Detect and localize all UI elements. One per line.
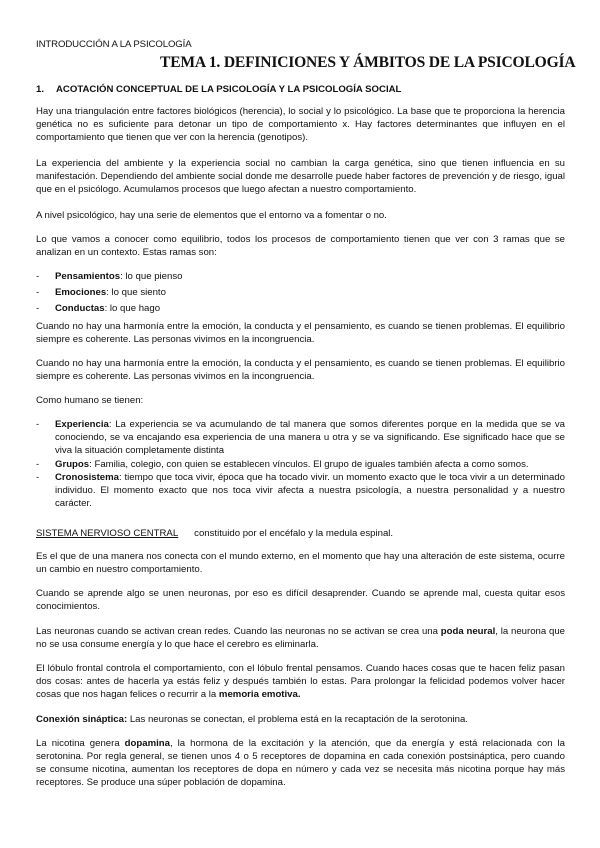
text-segment: Las neuronas cuando se activan crean redes. Cuando las neuronas no se activan se crea una: [36, 626, 441, 637]
text-segment: , la neurona que no se usa consume energía y lo que hace el cerebro es eliminarla.: [36, 626, 565, 650]
snc-heading-row: [36, 527, 565, 540]
branch-term: Pensamientos: [55, 271, 121, 282]
list-dash: -: [36, 287, 40, 298]
list-item: [36, 458, 565, 471]
branch-term: Emociones: [55, 287, 107, 298]
text-segment: La nicotina genera: [36, 738, 125, 749]
branch-desc: : lo que pienso: [120, 271, 183, 282]
branch-desc: : lo que hago: [104, 303, 161, 314]
paragraph-nicotine: [36, 737, 565, 789]
section-title: ACOTACIÓN CONCEPTUAL DE LA PSICOLOGÍA Y LA PSICOLOGÍA SOCIAL: [56, 84, 402, 95]
factor-term: Cronosistema: [55, 471, 119, 483]
text-segment: El lóbulo frontal controla el comportamiento, con el lóbulo frental pensamos. Cuando haces cosas que te hacen feliz pasan dos cosas: antes de hacerla ya estás feliz y después también lo estas. Para prolongar la felicidad podemos volver hacer cosas que nos hagan felices o recurrir a la: [36, 663, 565, 700]
course-header: INTRODUCCIÓN A LA PSICOLOGÍA: [36, 39, 192, 50]
text-segment: Las neuronas se conectan, el problema está en la recaptación de la serotonina.: [127, 714, 468, 725]
paragraph-environment: La experiencia del ambiente y la experiencia social no cambian la carga genética, sino que tienen influencia en su manifestación. Dependiendo del ambiente social donde me desarrolle puede haber factores de prevención y de riesgo, igual que en el psicólogo. Acumulamos procesos que luego afectan a nuestro comportamiento.: [36, 158, 565, 195]
list-dash: -: [36, 471, 40, 483]
paragraph-synaptic: [36, 713, 565, 726]
paragraph-psychological-level: A nivel psicológico, hay una serie de elementos que el entorno va a fomentar o no.: [36, 210, 387, 221]
term-conexion-sinaptica: Conexión sináptica:: [36, 714, 128, 725]
factor-desc: : La experiencia se va acumulando de tal manera que somos diferentes porque en la medida que se va conociendo, se va encajando esa experiencia de una manera u otra y se va significando. Ese significado hace que se viva la situación completamente distinta: [55, 419, 565, 457]
factor-desc: : Familia, colegio, con quien se establecen vínculos. El grupo de iguales también afecta a como somos.: [89, 458, 529, 470]
branch-desc: : lo que siento: [106, 287, 166, 298]
list-dash: -: [36, 303, 40, 314]
list-dash: -: [36, 419, 40, 430]
paragraph-triangulation: Hay una triangulación entre factores biológicos (herencia), lo social y lo psicológico. La base que te proporciona la herencia genética no es suficiente para detonar un tipo de comportamiento x. Hay factores determinantes que influyen en el comportamiento que tienen que ver con la herencia (genotipos).: [36, 106, 565, 143]
paragraph-equilibrium: Lo que vamos a conocer como equilibrio, todos los procesos de comportamiento tienen que ver con 3 ramas que se analizan en un contexto. Estas ramas son:: [36, 234, 565, 258]
text-segment: , la hormona de la excitación y la atención, que da energía y está relacionada con la serotonina. Por regla general, se tienen unos 4 o 5 receptores de dopamina en cada conexión postsináptica, pero cuando se consume nicotina, aumentan los receptores de dopa en número y cada vez se necesita más nicotina porque hay más receptores. Se produce una súper población de dopamina.: [36, 738, 565, 788]
list-item: [36, 286, 565, 302]
list-item: [36, 302, 565, 318]
section-number: 1.: [36, 84, 45, 95]
list-item: [36, 418, 565, 458]
snc-heading: SISTEMA NERVIOSO CENTRAL: [36, 528, 179, 539]
human-factors-list: [36, 418, 565, 510]
term-memoria-emotiva: memoria emotiva.: [218, 689, 301, 700]
paragraph-as-human: Como humano se tienen:: [36, 395, 144, 406]
term-dopamina: dopamina: [124, 738, 170, 749]
list-item: [36, 270, 565, 286]
factor-term: Experiencia: [55, 419, 109, 430]
page-title: TEMA 1. DEFINICIONES Y ÁMBITOS DE LA PSICOLOGÍA: [160, 54, 576, 71]
term-poda-neural: poda neural: [440, 626, 496, 637]
paragraph-snc-connection: Es el que de una manera nos conecta con el mundo externo, en el momento que hay una alteración de este sistema, ocurre un cambio en nuestro comportamiento.: [36, 551, 565, 575]
paragraph-frontal-lobe: [36, 662, 565, 701]
paragraph-harmony-1: Cuando no hay una harmonía entre la emoción, la conducta y el pensamiento, es cuando se tienen problemas. El equilibrio siempre es coherente. Las personas vivimos en la incongruencia.: [36, 321, 565, 345]
factor-term: Grupos: [55, 458, 90, 470]
paragraph-harmony-2: Cuando no hay una harmonía entre la emoción, la conducta y el pensamiento, es cuando se tienen problemas. El equilibrio siempre es coherente. Las personas vivimos en la incongruencia.: [36, 358, 565, 382]
branch-term: Conductas: [55, 303, 105, 314]
paragraph-neural-pruning: [36, 625, 565, 651]
branches-list: [36, 270, 565, 318]
section-heading: [36, 83, 401, 96]
snc-definition: constituido por el encéfalo y la medula espinal.: [194, 528, 394, 539]
list-dash: -: [36, 271, 40, 282]
factor-desc: : tiempo que toca vivir, época que ha tocado vivir. un momento exacto que le toca vivir a un determinado individuo. El momento exacto que nos toca vivir afecta a nuestra psicología, a nuestra personalidad y a nuestro carácter.: [55, 471, 565, 510]
list-item: [36, 471, 565, 511]
list-dash: -: [36, 458, 40, 470]
paragraph-learning: Cuando se aprende algo se unen neuronas, por eso es difícil desaprender. Cuando se aprende mal, cuesta quitar esos conocimientos.: [36, 588, 565, 612]
